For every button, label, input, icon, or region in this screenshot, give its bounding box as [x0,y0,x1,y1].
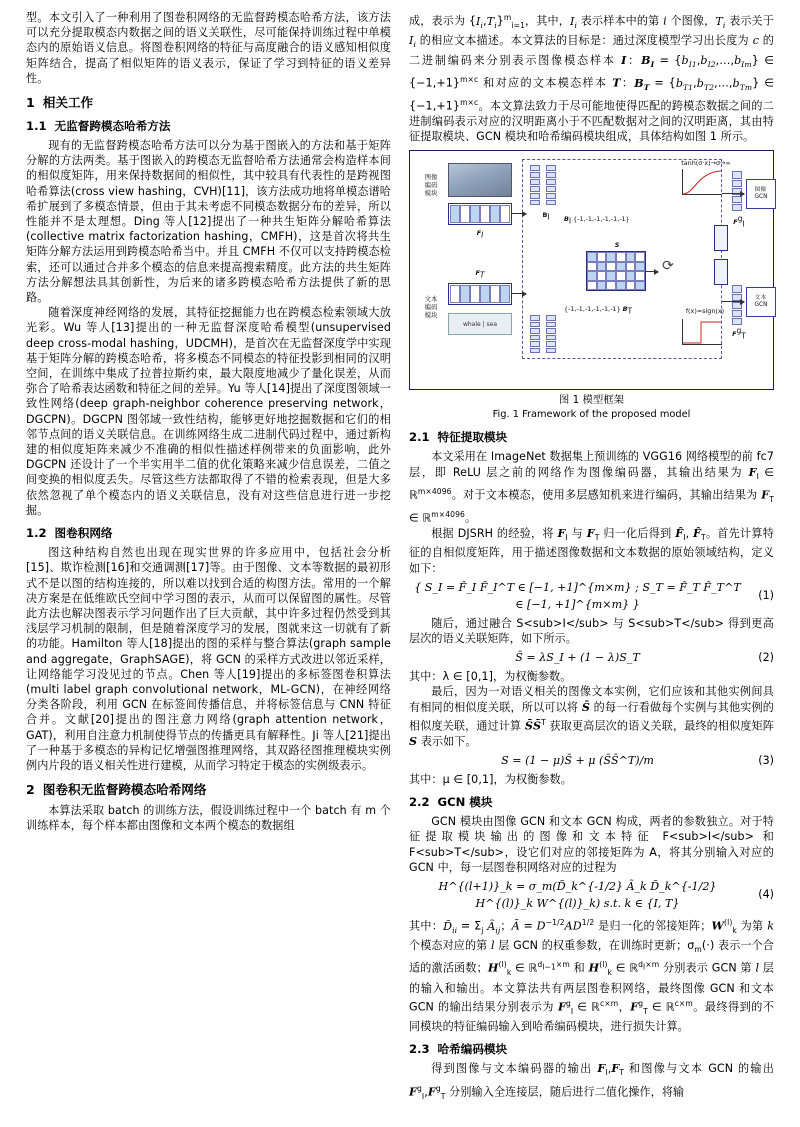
subsection-title: 特征提取模块 [437,430,508,445]
section-heading-1 [26,95,391,111]
figure-label-text-gcn: 文本 GCN [754,295,768,309]
figure-recycle-icon: ⟳ [662,258,674,275]
equation-1 [409,579,774,613]
section-number: 1 [26,95,35,111]
figure-label-image-encoder: 图像 编码 模块 [424,173,438,198]
subsection-number: 1.1 [26,119,47,134]
subsection-heading-1-2 [26,526,391,541]
subsection-number: 2.3 [409,1042,430,1057]
paragraph-2-1-a: 本文采用在 ImageNet 数据集上预训练的 VGG16 网络模型的前 fc7 层，即 ReLU 层之前的网络作为图像编码器，其输出结果为 $F_I$ ∈ ℝ$^{m\times 4096}$。对于文本模态，使用多层感知机来进行编码，其输出结果为 $F_T$ ∈ ℝ$^{m\times 4096}$。 [409,450,775,525]
figure-arrow-3 [722,193,744,194]
subsection-number: 1.2 [26,526,47,541]
figure-label-FT: $F_T$ [475,269,485,280]
paragraph-2-a: 本算法采取 batch 的训练方法，假设训练过程中一个 batch 有 m 个训练样本，每个样本都由图像和文本两个模态的数据组 [26,804,391,833]
figure-feature-col-3 [530,315,540,353]
subsection-number: 2.2 [409,795,430,810]
figure-arrow-5 [646,271,658,272]
figure-label-text-encoder: 文本 编码 模块 [424,295,438,320]
figure-1 [409,150,774,390]
subsection-heading-2-3 [409,1042,774,1057]
paragraph-2-1-c: 随后，通过融合 S<sub>I</sub> 与 S<sub>T</sub> 得到更高层次的语义关联矩阵，如下所示。 [409,616,774,646]
figure-gcn-mid-T [714,259,728,285]
subsection-title: 哈希编码模块 [437,1042,508,1057]
figure-similarity-matrix [586,251,646,291]
equation-2-body: S̄ = λS_I + (1 − λ)S_T [515,651,640,665]
intro-paragraph: 型。本文引入了一种利用了图卷积网络的无监督跨模态哈希方法，该方法可以充分提取模态内数据之间的语义关联性，尽可能保持训练过程中单模态内的原始语义信息。将图卷积网络的特征与高度融合的语义感知相似度矩阵结合，提高了相似矩阵的语义表示，保证了学习到特征的语义差异性。 [26,11,391,85]
figure-caption-en: Fig. 1 Framework of the proposed model [492,409,691,421]
paragraph-2-1-b: 根据 DJSRH 的经验，将 $F_I$ 与 $F_T$ 归一化后得到 $F̂_I$, $F̂_T$。首先计算特征的自相似度矩阵，用于描述图像数据和文本数据的原始领域结构，定义如下： [409,526,774,575]
subsection-title: 图卷积网络 [54,526,113,541]
equation-3-body: S = (1 − μ)S̄ + μ (S̄S̄^T)/m [501,753,654,767]
equation-3 [409,752,774,769]
figure-gcn-mid-I [714,225,728,251]
figure-encoder-cells [450,285,510,303]
figure-feature-col-4 [546,315,556,353]
figure-image-gcn-box [746,179,776,209]
paragraph-2-1-d: 其中：λ ∈ [0,1]，为权衡参数。 [409,670,572,684]
figure-label-tanh: tanh(σ·x)→σ→∞ [681,159,731,168]
figure-label-sign: f(x)=sign(x) [685,307,725,316]
figure-label-FIg: $F^g_I$ [733,214,745,229]
subsection-heading-2-2 [409,795,774,810]
equation-1-tag: (1) [758,589,774,603]
figure-label-binary-row-I: $B_I$ {-1,-1,-1,-1,-1,-1} [564,215,630,226]
figure-caption-cn: 图 1 模型框架 [558,394,625,407]
paragraph-1-2-a: 图这种结构自然也出现在现实世界的许多应用中，包括社会分析[15]、欺诈检测[16]和交通调测[17]等。由于图像、文本等数据的最初形式不是以图的结构连接的，所以难以找到合适的构图方法。常用的一个解决方案是在低维欧氏空间中学习图的表示，从而可以保留图的属性。尽管此方法也解决图表示学习问题作出了巨大贡献，其中许多过程仍然受到其浅层学习机制的限制，但是随着深度学习的发展，图就来这一切就有了新的功能。Hamilton 等人[18]提出的图的采样与整合算法(graph sample and aggregate，GraphSAGE)，将 GCN 的采样方式改进以邻近采样，让网络能学习没见过的节点。Chen 等人[19]提出的多标签图卷积算法(multi label graph convolutional network，ML-GCN)，在神经网络分类各阶段，利用 GCN 在标签间传播信息，并将标签信息与 CNN 特征合并。文献[20]提出的图注意力网络(graph attention network，GAT)，利用自注意力机制使得节点的传播更具有解释性。Ji 等人[21]提出了一种基于多模态的异构记忆增强图推理网络，其双路径图推理模块实例例内片段的语义相关性进行建模，从而学习特定于模态的实例级表示。 [26,546,391,772]
equation-2-tag: (2) [758,651,774,665]
figure-label-S: S [614,241,620,250]
subsection-title: 无监督跨模态哈希方法 [54,119,171,134]
equation-2 [409,649,774,666]
figure-label-image-gcn: 图像 GCN [754,187,768,201]
figure-feature-col-1 [530,165,540,205]
subsection-number: 2.1 [409,430,430,445]
section-title: 图卷积无监督跨模态哈希网络 [42,782,207,798]
right-intro-paragraph: 成，表示为 $\{I_i,T_i\}^m_{i=1}$，其中，$I_i$ 表示样本中的第 i 个图像，$T_i$ 表示关于 $I_i$ 的相应文本描述。本文算法的目标是：通过深度模型学习出长度为 c 的二进制编码来分别表示图像模态样本 I：$B_I$ = $\{b_{I1},b_{I2},\dots,b_{Im}\}$ ∈ $\{-1,+1\}^{m\times c}$ 和对应的文本模态样本 T：$B_T$ = $\{b_{T1},b_{T2},\dots,b_{Tm}\}$ ∈ $\{-1,+1\}^{m\times c}$。本文算法致力于尽可能地使得匹配的跨模态数据之间的二进制编码表示对应的汉明距离小于不匹配数据对之间的汉明距离，其由特征提取模块、GCN 模块和哈希编码模块组成，具体结构如图 1 所示。 [409,13,775,144]
figure-label-FTg: $F^g_T$ [732,326,746,341]
figure-image-sample [448,163,512,197]
figure-tanh-curve [682,169,722,195]
section-number: 2 [26,782,35,798]
paragraph-2-1-f: 其中：μ ∈ [0,1]，为权衡参数。 [409,772,572,786]
paragraph-2-1-e: 最后，因为一对语义相关的图像文本实例，它们应该和其他实例间具有相同的相似度关联，所以可以将 S̄ 的每一行看做每个实例与其他实例的相似度关联，通过计算 S̄S̄$^T$ 获取更高层次的语义关联，最终的相似度矩阵 S 表示如下。 [409,685,774,748]
equation-4-tag: (4) [758,888,774,902]
section-heading-2 [26,782,391,798]
left-column [26,10,391,1104]
figure-gcn-input-col-T [732,285,742,325]
paragraph-2-2-a: GCN 模块由图像 GCN 和文本 GCN 构成，两者的参数独立。对于特征提取模块输出的图像和文本特征 F<sub>I</sub> 和 F<sub>T</sub>，设它们对应的邻接矩阵为 A，将其分别输入对应的 GCN 中，每一层图卷积网络对应的过程为 [409,815,774,874]
figure-1-canvas [414,155,769,387]
equation-4 [409,878,774,912]
figure-S-cells [587,252,645,290]
figure-arrow-4 [722,301,744,302]
figure-sign-curve [682,319,722,345]
figure-text-encoder-block [448,283,512,305]
figure-text-gcn-box [746,287,776,317]
equation-4-body: H^{(l+1)}_k = σ_m(D̃_k^{-1/2} Ã_k D̃_k^{-1/2} H^{(l)}_k W^{(l)}_k) s.t. k ∈ {I, T} [438,879,717,910]
paragraph-2-2-b: 其中：$D̃_{ii} = \Sigma_j$ $Ã_{ij}$；Ã = $D^{-1/2}AD^{1/2}$ 是归一化的邻接矩阵；$W^{(l)}_k$ 为第 k 个模态对应的第 l 层 GCN 的权重参数，在训练时更新；$\sigma_m(\cdot)$ 表示一个合适的激活函数；$H^{(l)}_k$ ∈ ℝ$^{d_{l-1}\times m}$ 和 $H^{(l)}_k$ ∈ ℝ$^{d_l\times m}$ 分别表示 GCN 第 l 层的输入和输出。本文算法共有两层图卷积网络，最终图像 GCN 和文本 GCN 的输出结果分别表示为 $F^g_I$ ∈ ℝ$^{c\times m}$，$F^g_T$ ∈ ℝ$^{c\times m}$。最终得到的不同模块的特征编码输入到哈希编码模块，进行损失计算。 [409,917,775,1033]
paragraph-2-3-a: 得到图像与文本编码器的输出 $F_I,F_T$ 和图像与文本 GCN 的输出 $F^g_I,F^g_T$ 分别输入全连接层，随后进行二值化操作，将输 [409,1062,774,1101]
figure-arrow-1 [512,213,526,214]
paragraph-1-1-a: 现有的无监督跨模态哈希方法可以分为基于图嵌入的方法和基于矩阵分解的方法两类。基于图嵌入的跨模态无监督哈希方法通常会构造样本间的相似度矩阵，用来保持数据间的相似性，其中较具有代表性的是跨视图哈希算法(cross view hashing，CVH)[11]，该方法成功地将单模态谱哈希扩展到了多模态情景，但由于其未考虑不同模态数据分布的差异，所以性能并不是太理想。Ding 等人[12]提出了一种共生矩阵分解哈希算法(collective matrix factorization hashing，CMFH)，这是首次将共生矩阵分解方法运用到跨模态哈希当中。并且 CMFH 不仅可以支持跨模态检索，还可以通过合并多个模态的信息来提高搜索精度。此方法的共生矩阵方法分解想法具其创新性，为后来的诸多跨模态哈希方法提供了新的思路。 [26,139,391,305]
equation-1-body: { S_I = F̂_I F̂_I^T ∈ [−1, +1]^{m×m} ; S_T = F̂_T F̂_T^T ∈ [−1, +1]^{m×m} } [414,580,741,611]
figure-label-FI: $F_I$ [476,229,484,240]
section-title: 相关工作 [42,95,94,111]
subsection-title: GCN 模块 [437,795,493,810]
subsection-heading-1-1 [26,119,391,134]
figure-encoder-cells [450,205,510,223]
figure-label-binary-row-T: {-1,-1,-1,-1,-1,-1} $B_T$ [564,305,633,316]
subsection-heading-2-1 [409,430,774,445]
equation-3-tag: (3) [758,753,774,767]
paragraph-1-1-b: 随着深度神经网络的发展，其特征挖掘能力也在跨模态检索领域大放光彩。Wu 等人[13]提出的一种无监督深度哈希模型(unsupervised deep cross-modal hashing，UDCMH)，是首次在无监督深度学中实现基于矩阵分解的跨模态哈希，将多模态不同模态的特征投影到相同的汉明空间，在训练中集成了拉普拉斯约束，最大限度地减少了量化误差，从而弥合了哈希表达函数和特征之间的差异。Yu 等人[14]提出了深度图领域一致性网络(deep graph-neighbor coherence preserving network，DGCPN)。DGCPN 图邻域一致性结构，能够更好地挖掘数据和它们的相邻节点间的语义关联信息。在训练网络生成二进制代码过程中，通过新构建的相似度矩阵来减少不准确的相似性描述样例带来的负面影响，此外 DGCPN 还设计了一个半实用半二值的优化策略来减少信息误差，二值之间变换的相似度丢失。尽管这些方法都取得了不错的检索表现，但是大多依然忽视了单个模态内的语义关联信息，没有对这些信息进行进一步挖掘。 [26,306,391,517]
figure-feature-col-2 [546,165,556,205]
right-column [409,10,774,1104]
figure-arrow-2 [512,293,526,294]
figure-label-BI-small: $B_I$ [542,211,550,222]
figure-image-encoder-block [448,203,512,225]
figure-text-sample: whale | sea [448,313,512,335]
